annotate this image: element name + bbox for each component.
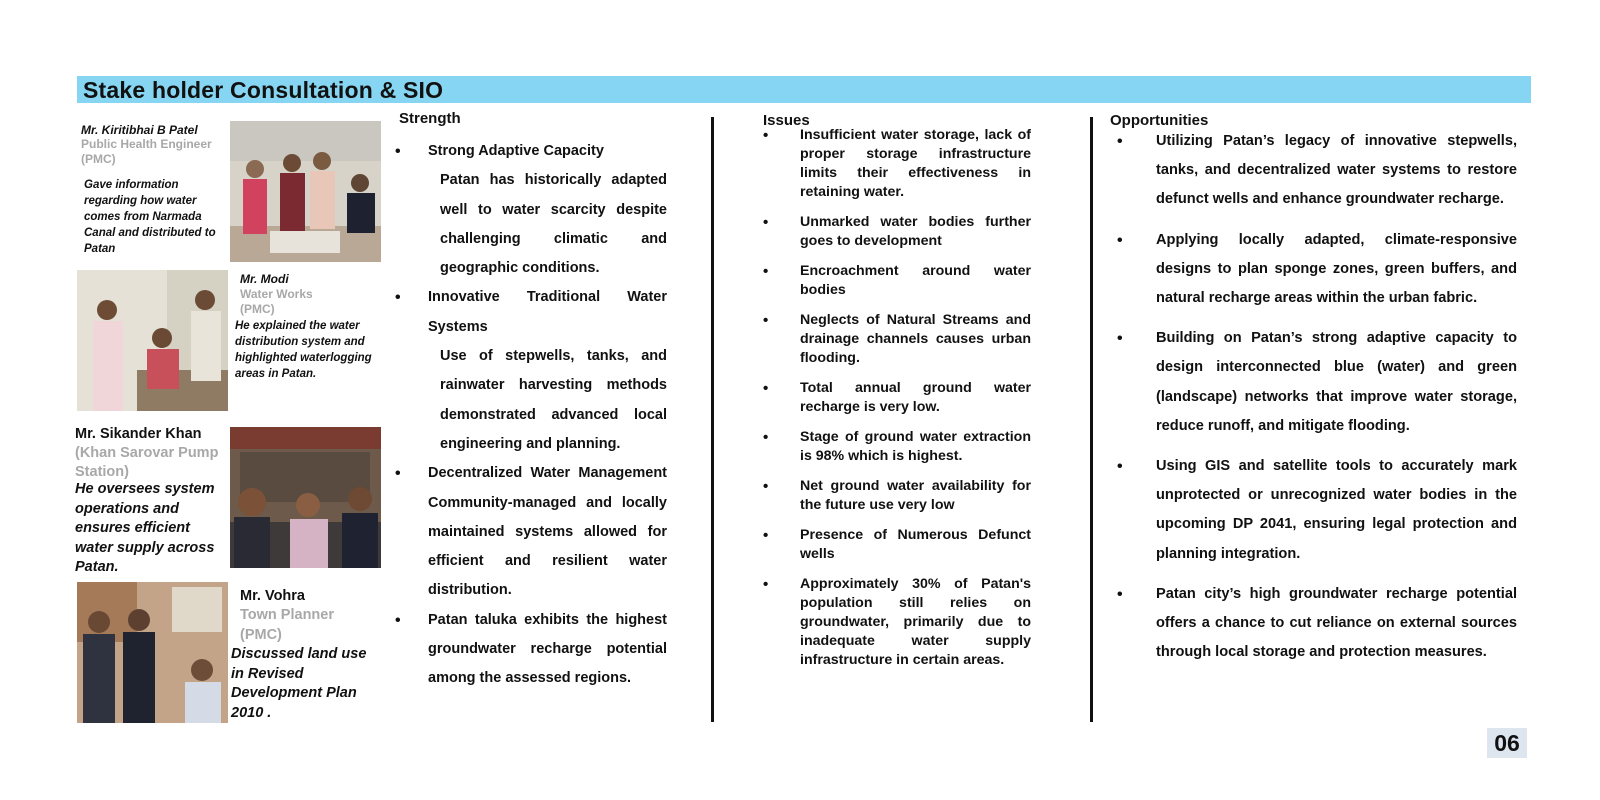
strength-text: Patan has historically adapted well to water scarcity despite challenging climatic and geographic conditions. — [440, 172, 667, 277]
stakeholder-name: Mr. Kiritibhai B Patel — [81, 123, 198, 137]
stakeholder-name: Mr. Vohra — [240, 588, 305, 604]
opportunities-title: Opportunities — [1110, 112, 1209, 129]
stakeholder-role: Town Planner (PMC) — [240, 607, 334, 643]
list-item: • Stage of ground water extraction is 98% which is highest. — [763, 428, 1031, 466]
page-title: Stake holder Consultation & SIO — [83, 77, 444, 103]
list-item: • Building on Patan’s strong adaptive capacity to design interconnected blue (water) and green (landscape) networks that improve water storage, reduce runoff, and mitigate flooding. — [1117, 324, 1517, 441]
stakeholder-description: He oversees system operations and ensures efficient water supply across Patan. — [75, 481, 215, 575]
column-divider — [711, 117, 714, 722]
list-item: • Applying locally adapted, climate-responsive designs to plan sponge zones, green buffers, and natural recharge areas within the urban fabric. — [1117, 226, 1517, 314]
stakeholder-photo — [230, 427, 381, 568]
stakeholder-role: Public Health Engineer (PMC) — [81, 137, 212, 167]
strength-title: Strength — [399, 110, 461, 127]
list-item: • Net ground water availability for the future use very low — [763, 477, 1031, 515]
opportunities-list — [1117, 127, 1517, 678]
stakeholder-photo — [77, 270, 228, 411]
strength-text: Use of stepwells, tanks, and rainwater harvesting methods demonstrated advanced local engineering and planning. — [440, 348, 667, 452]
issues-list — [763, 126, 1031, 681]
list-item: • Encroachment around water bodies — [763, 262, 1031, 300]
stakeholder-description: Gave information regarding how water comes from Narmada Canal and distributed to Patan — [84, 179, 216, 255]
stakeholder-photo — [77, 582, 228, 723]
stakeholder-name: Mr. Modi — [240, 272, 289, 286]
strength-heading: • Patan taluka exhibits the highest groundwater recharge potential among the assessed regions. — [395, 606, 667, 694]
list-item: • Unmarked water bodies further goes to development — [763, 213, 1031, 251]
list-item — [395, 137, 667, 283]
issues-title: Issues — [763, 112, 810, 129]
strength-heading: • Decentralized Water Management Community-managed and locally maintained systems allowed for efficient and resilient water distribution. — [395, 459, 667, 605]
stakeholder-role: (Khan Sarovar Pump Station) — [75, 445, 219, 480]
list-item — [395, 606, 667, 694]
strength-list — [395, 137, 667, 694]
list-item: • Total annual ground water recharge is very low. — [763, 379, 1031, 417]
stakeholder-description: He explained the water distribution system and highlighted waterlogging areas in Patan. — [235, 320, 372, 380]
strength-heading: • Innovative Traditional Water Systems — [395, 283, 667, 342]
list-item — [395, 283, 667, 459]
list-item: • Insufficient water storage, lack of proper storage infrastructure limits their effectiveness in retaining water. — [763, 126, 1031, 202]
list-item: • Utilizing Patan’s legacy of innovative stepwells, tanks, and decentralized water systems to restore defunct wells and enhance groundwater recharge. — [1117, 127, 1517, 215]
title-banner — [77, 76, 1531, 103]
list-item: • Presence of Numerous Defunct wells — [763, 526, 1031, 564]
list-item: • Patan city’s high groundwater recharge potential offers a chance to cut reliance on external sources through local storage and protection measures. — [1117, 580, 1517, 668]
stakeholder-role: Water Works (PMC) — [240, 287, 313, 317]
stakeholder-name: Mr. Sikander Khan — [75, 426, 202, 442]
column-divider — [1090, 117, 1093, 722]
strength-heading: • Strong Adaptive Capacity — [395, 137, 667, 166]
list-item: • Approximately 30% of Patan's population still relies on groundwater, primarily due to inadequate water supply infrastructure in certain areas. — [763, 575, 1031, 670]
list-item: • Neglects of Natural Streams and drainage channels causes urban flooding. — [763, 311, 1031, 368]
stakeholder-description: Discussed land use in Revised Development Plan 2010 . — [231, 646, 367, 721]
list-item: • Using GIS and satellite tools to accurately mark unprotected or unrecognized water bodies in the upcoming DP 2041, ensuring legal protection and planning integration. — [1117, 452, 1517, 569]
stakeholder-photo — [230, 121, 381, 262]
list-item — [395, 459, 667, 605]
page-number: 06 — [1487, 728, 1527, 758]
